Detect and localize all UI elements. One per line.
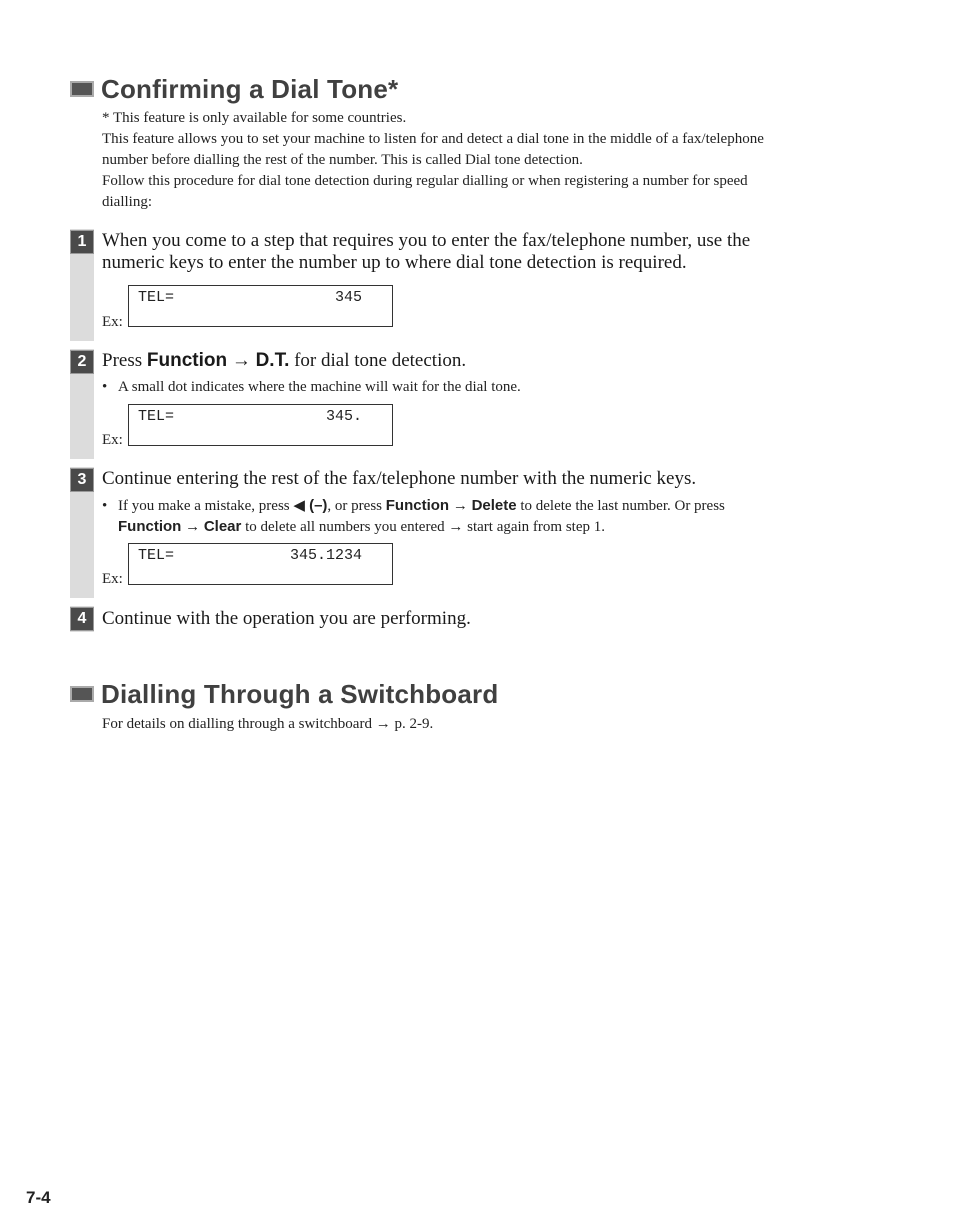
arrow-icon: → — [452, 498, 468, 514]
function-key: Function — [385, 497, 450, 514]
lcd-value: 345.1234 — [289, 547, 362, 564]
function-key: Function — [118, 518, 182, 535]
step-2-text — [102, 350, 466, 372]
example-label-3: Ex: — [102, 571, 123, 587]
step-3-bullet-line-1 — [102, 495, 725, 517]
intro-line-2: number before dialling the rest of the number. This is called Dial tone detection. — [102, 152, 583, 168]
step-1-line-1: When you come to a step that requires you to enter the fax/telephone number, use the — [102, 230, 751, 251]
bullet-text: to delete all numbers you entered → start again from step 1. — [241, 519, 605, 535]
arrow-icon: → — [231, 350, 251, 371]
lcd-label: TEL= — [138, 547, 175, 564]
step-2-text-post: for dial tone detection. — [289, 350, 467, 371]
lcd-label: TEL= — [138, 289, 175, 306]
step-number-4: 4 — [70, 607, 94, 631]
section-marker-icon — [70, 686, 94, 702]
lcd-display-2 — [128, 404, 393, 446]
lcd-value: 345 — [334, 289, 362, 306]
bullet-text: If you make a mistake, press — [118, 498, 294, 514]
clear-key: Clear — [203, 518, 242, 535]
dt-key: D.T. — [255, 350, 290, 371]
section-heading-switchboard — [70, 679, 498, 709]
footnote: * This feature is only available for some countries. — [102, 110, 407, 126]
step-number-1: 1 — [70, 230, 94, 254]
step-1-line-2: numeric keys to enter the number up to where dial tone detection is required. — [102, 252, 687, 273]
delete-key: Delete — [471, 497, 517, 514]
section-heading-dial-tone — [70, 74, 398, 104]
step-number-2: 2 — [70, 350, 94, 374]
left-arrow-key: ◀ (–) — [293, 497, 328, 514]
example-label-1: Ex: — [102, 314, 123, 330]
function-key: Function — [146, 350, 228, 371]
step-number-3: 3 — [70, 468, 94, 492]
lcd-display-1 — [128, 285, 393, 327]
bullet-text: to delete the last number. Or press — [516, 498, 725, 514]
step-3-text: Continue entering the rest of the fax/telephone number with the numeric keys. — [102, 468, 697, 489]
step-2-bullet — [102, 377, 521, 398]
section-marker-icon — [70, 81, 94, 97]
example-label-2: Ex: — [102, 432, 123, 448]
bullet-icon: • — [102, 498, 108, 514]
intro-line-1: This feature allows you to set your machine to listen for and detect a dial tone in the middle of a fax/telephone — [102, 131, 764, 147]
lcd-display-3 — [128, 543, 393, 585]
step-4-text: Continue with the operation you are performing. — [102, 608, 471, 629]
switchboard-reference: For details on dialling through a switchboard → p. 2-9. — [102, 716, 434, 732]
intro-line-4: dialling: — [102, 194, 152, 210]
arrow-icon: → — [185, 519, 201, 535]
lcd-value: 345. — [325, 408, 362, 425]
intro-line-3: Follow this procedure for dial tone detection during regular dialling or when registering a number for speed — [102, 173, 748, 189]
step-3-bullet-line-2 — [118, 516, 605, 538]
section-title: Confirming a Dial Tone* — [101, 73, 399, 104]
page-number: 7-4 — [26, 1188, 51, 1207]
step-2-text-pre: Press — [102, 350, 147, 371]
section-title: Dialling Through a Switchboard — [101, 678, 499, 709]
lcd-label: TEL= — [138, 408, 175, 425]
bullet-text: , or press — [327, 498, 386, 514]
step-2-bullet-text: A small dot indicates where the machine will wait for the dial tone. — [118, 379, 521, 395]
bullet-icon: • — [102, 379, 108, 395]
